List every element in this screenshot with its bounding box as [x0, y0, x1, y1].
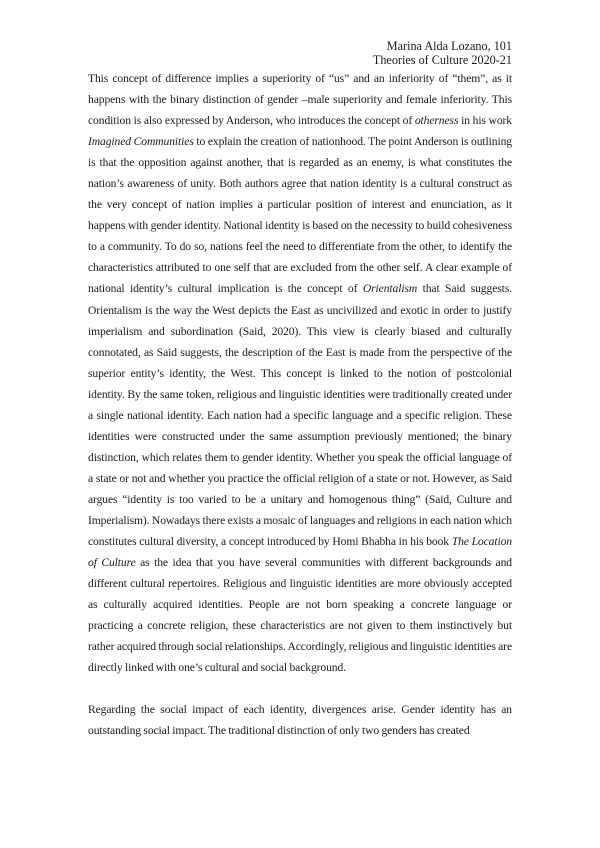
- italic-title-imagined-communities: Imagined Communities: [88, 135, 194, 149]
- paragraph-1: [88, 68, 512, 678]
- italic-term-orientalism: Orientalism: [362, 282, 418, 296]
- body-text: [88, 68, 512, 741]
- text-segment: This concept of difference implies a superiority of “us” and an inferiority of “them”, as it happens with the binary distinction of gender –male superiority and female inferiority. This condition is also expressed by Anderson, who introduces the concept of: [88, 72, 512, 128]
- italic-title-location-of-culture: The Location of Culture: [88, 535, 512, 570]
- text-segment: that Said suggests. Orientalism is the way the West depicts the East as uncivilized and exotic in order to justify imperialism and subordination (Said, 2020). This view is clearly biased and culturally connotated, as Said suggests, the description of the East is made from the perspective of the superior entity’s identity, the West. This concept is linked to the notion of postcolonial identity. By the same token, religious and linguistic identities were traditionally created under a single national identity. Each nation had a specific language and a specific religion. These identities were constructed under the same assumption previously mentioned; the binary distinction, which relates them to gender identity. Whether you speak the official language of a state or not and whether you practice the official religion of a state or not. However, as Said argues “identity is too varied to be a unitary and homogenous thing” (Said, Culture and Imperialism). Nowadays there exists a mosaic of languages and religions in each nation which constitutes cultural diversity, a concept introduced by Homi Bhabha in his book: [88, 282, 512, 549]
- author-line: Marina Alda Lozano, 101: [386, 39, 512, 53]
- page-header: [373, 39, 512, 67]
- italic-term-otherness: otherness: [414, 114, 459, 128]
- text-segment: Regarding the social impact of each identity, divergences arise. Gender identity has an outstanding social impact. The traditional distinction of only two genders has created: [88, 703, 512, 738]
- paragraph-2: [88, 699, 512, 741]
- text-segment: as the idea that you have several communities with different backgrounds and different cultural repertoires. Religious and linguistic identities are more obviously accepted as culturally acquired identities. People are not born speaking a concrete language or practicing a concrete religion, these characteristics are not given to them instinctively but rather acquired through social relationships. Accordingly, religious and linguistic identities are directly linked with one’s cultural and social background.: [88, 556, 512, 675]
- course-line: Theories of Culture 2020-21: [372, 53, 512, 67]
- text-segment: in his work: [458, 114, 512, 128]
- text-segment: to explain the creation of nationhood. The point Anderson is outlining is that the opposition against another, that is regarded as an enemy, is what constitutes the nation’s awareness of unity. Both authors agree that nation identity is a cultural construct as the very concept of nation implies a particular position of interest and enunciation, as it happens with gender identity. National identity is based on the necessity to build cohesiveness to a community. To do so, nations feel the need to differentiate from the other, to identify the characteristics attributed to one self that are excluded from the other self. A clear example of national identity’s cultural implication is the concept of: [88, 135, 512, 296]
